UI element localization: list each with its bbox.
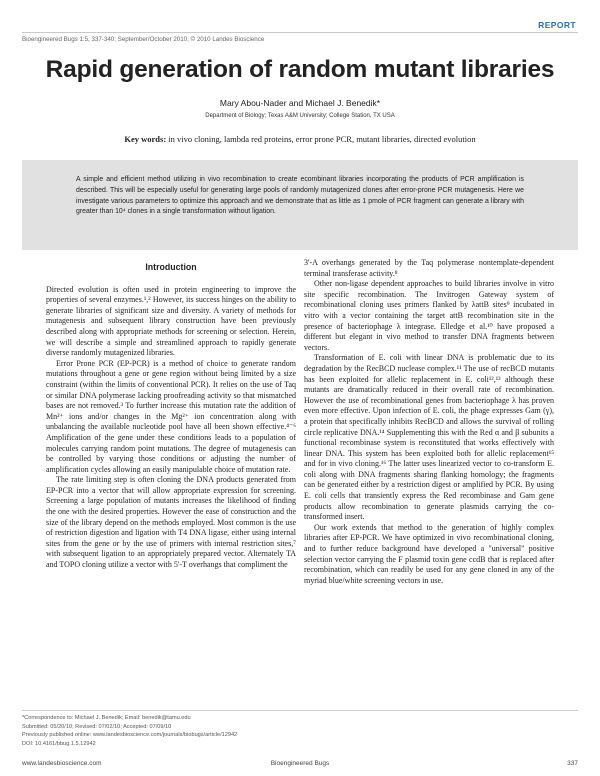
footer-page-number: 337: [567, 760, 578, 767]
affiliation: Department of Biology; Texas A&M University; College Station, TX USA: [205, 113, 395, 119]
published-note: Previously published online: www.landesbioscience.com/journals/biobugs/article/12942: [22, 732, 238, 739]
paragraph: Error Prone PCR (EP-PCR) is a method of choice to generate random mutations throughout a gene or gene region without being limited by a size constraint (within the limits of conventional PCR). It relies on the use of Taq or similar DNA polymerase lacking proofreading activity so that mismatched bases are not removed.³ To further increase this mutation rate the addition of Mn²⁺ ions and/or changes in the Mg²⁺ ion concentration along with unbalancing the available nucleotide pool have all been shown effective.⁴⁻⁶ Amplification of the gene under these conditions leads to a population of molecules carrying random point mutations. The degree of mutagenesis can be controlled by varying those conditions or adjusting the number of amplification cycles allowing an easily manipulable choice of mutation rate.: [46, 358, 296, 474]
report-label: REPORT: [538, 20, 576, 30]
footer-journal: Bioengineered Bugs: [270, 760, 330, 767]
footnotes: [22, 710, 578, 749]
intro-heading: Introduction: [145, 262, 197, 272]
abstract-text: A simple and efficient method utilizing in vivo recombination to create ecombinant libraries incorporating the products of PCR amplification is described. This will be especially useful for generating large pools of randomly mutagenized clones after error-prone PCR mutagenesis. Here we investigate various parameters to optimize this approach and we demonstrate that as little as 1 pmole of PCR fragment can generate a library with greater than 10⁴ clones in a single transformation without ligation.: [76, 176, 524, 216]
keywords: [0, 134, 600, 144]
correspondence-note: *Correspondence to: Michael J. Benedik; Email: benedik@tamu.edu: [22, 715, 191, 721]
keywords-label: Key words:: [124, 134, 167, 144]
keywords-text: in vivo cloning, lambda red proteins, error prone PCR, mutant libraries, directed evolution: [168, 134, 476, 144]
paragraph: 3'-A overhangs generated by the Taq polymerase nontemplate-dependent terminal transferase activity.⁸: [304, 258, 554, 278]
paragraph: Transformation of E. coli with linear DNA is problematic due to its degradation by the RecBCD nuclease complex.¹¹ The use of recBCD mutants has been exploited for allelic replacement in E. coli¹²,¹³ although these mutants are dramatically reduced in their overall rate of recombination. However the use of recombinational genes from bacteriophage λ has proven even more effective. Upon infection of E. coli, the phage expresses Gam (γ), a protein that specifically inhibits RecBCD and allows the survival of rolling circle replicative DNA.¹⁴ Supplementing this with the Red α and β subunits a functional recombinase system is reconstituted that works effectively with linear DNA. This system has been exploited both for allelic replacement¹⁵ and for in vivo cloning.¹⁶ The latter uses linearized vector to co-transform E. coli along with DNA fragments sharing flanking homology; the fragments can be generated either by a restriction digest or amplified by PCR. By using E. coli cells that transiently express the Red recombinase and Gam gene products allow recombination to generate plasmids carrying the co-transformed insert.: [304, 353, 554, 522]
paragraph: Other non-ligase dependent approaches to build libraries involve in vitro site specific recombination. The Invitrogen Gateway system of recombinational cloning uses primers flanked by λattB sites⁹ incubated in vitro with a vector containing the target attB recombination site in the presence of bacteriophage λ integrase. Elledge et al.¹⁰ have proposed a different but elegant in vivo method to transfer DNA fragments between vectors.: [304, 279, 554, 352]
left-column: [46, 258, 296, 571]
paragraph: Our work extends that method to the generation of highly complex libraries after EP-PCR. We have optimized in vivo recombinational cloning, and to further reduce background have developed a "universal" positive selection vector carrying the F plasmid toxin gene ccdB that is replaced after recombination, which can readily be used for any gene cloned in any of the myriad blue/white screening vectors in use.: [304, 522, 554, 585]
dates-note: Submitted: 05/20/10; Revised: 07/02/10; Accepted: 07/09/10: [22, 723, 172, 730]
footer-website: www.landesbioscience.com: [22, 760, 102, 767]
article-title: Rapid generation of random mutant libraries: [45, 56, 555, 83]
journal-citation: Bioengineered Bugs 1:5, 337-340; September/October 2010; © 2010 Landes Bioscience: [22, 36, 265, 43]
paragraph: The rate limiting step is often cloning the DNA products generated from EP-PCR into a vector that will allow appropriate expression for screening. Screening a large population of mutants increases the likelihood of finding the one with the desired properties. However the ease of construction and the size of the library depend on the methods employed. Most common is the use of restriction digestion and ligation with T4 DNA ligase, either using internal sites from the gene or by the use of primers with internal restriction sites,⁷ with subsequent ligation to an appropriately prepared vector. Alternately TA and TOPO cloning utilize a vector with 5'-T overhangs that compliment the: [46, 475, 296, 570]
header-rule: [22, 32, 578, 33]
right-column: [304, 258, 554, 586]
authors: Mary Abou-Nader and Michael J. Benedik*: [219, 98, 381, 108]
paragraph: Directed evolution is often used in protein engineering to improve the properties of several enzymes.¹,² However, its success hinges on the ability to generate libraries of significant size and diversity. A variety of methods for mutagenesis and subsequent library construction have been previously described along with appropriate methods for screening or selection. Herein, we will describe a simple and streamlined approach to rapidly generate diverse randomly mutagenized libraries.: [46, 284, 296, 358]
doi-note: DOI: 10.4161/bbug.1.5.12942: [22, 741, 96, 748]
